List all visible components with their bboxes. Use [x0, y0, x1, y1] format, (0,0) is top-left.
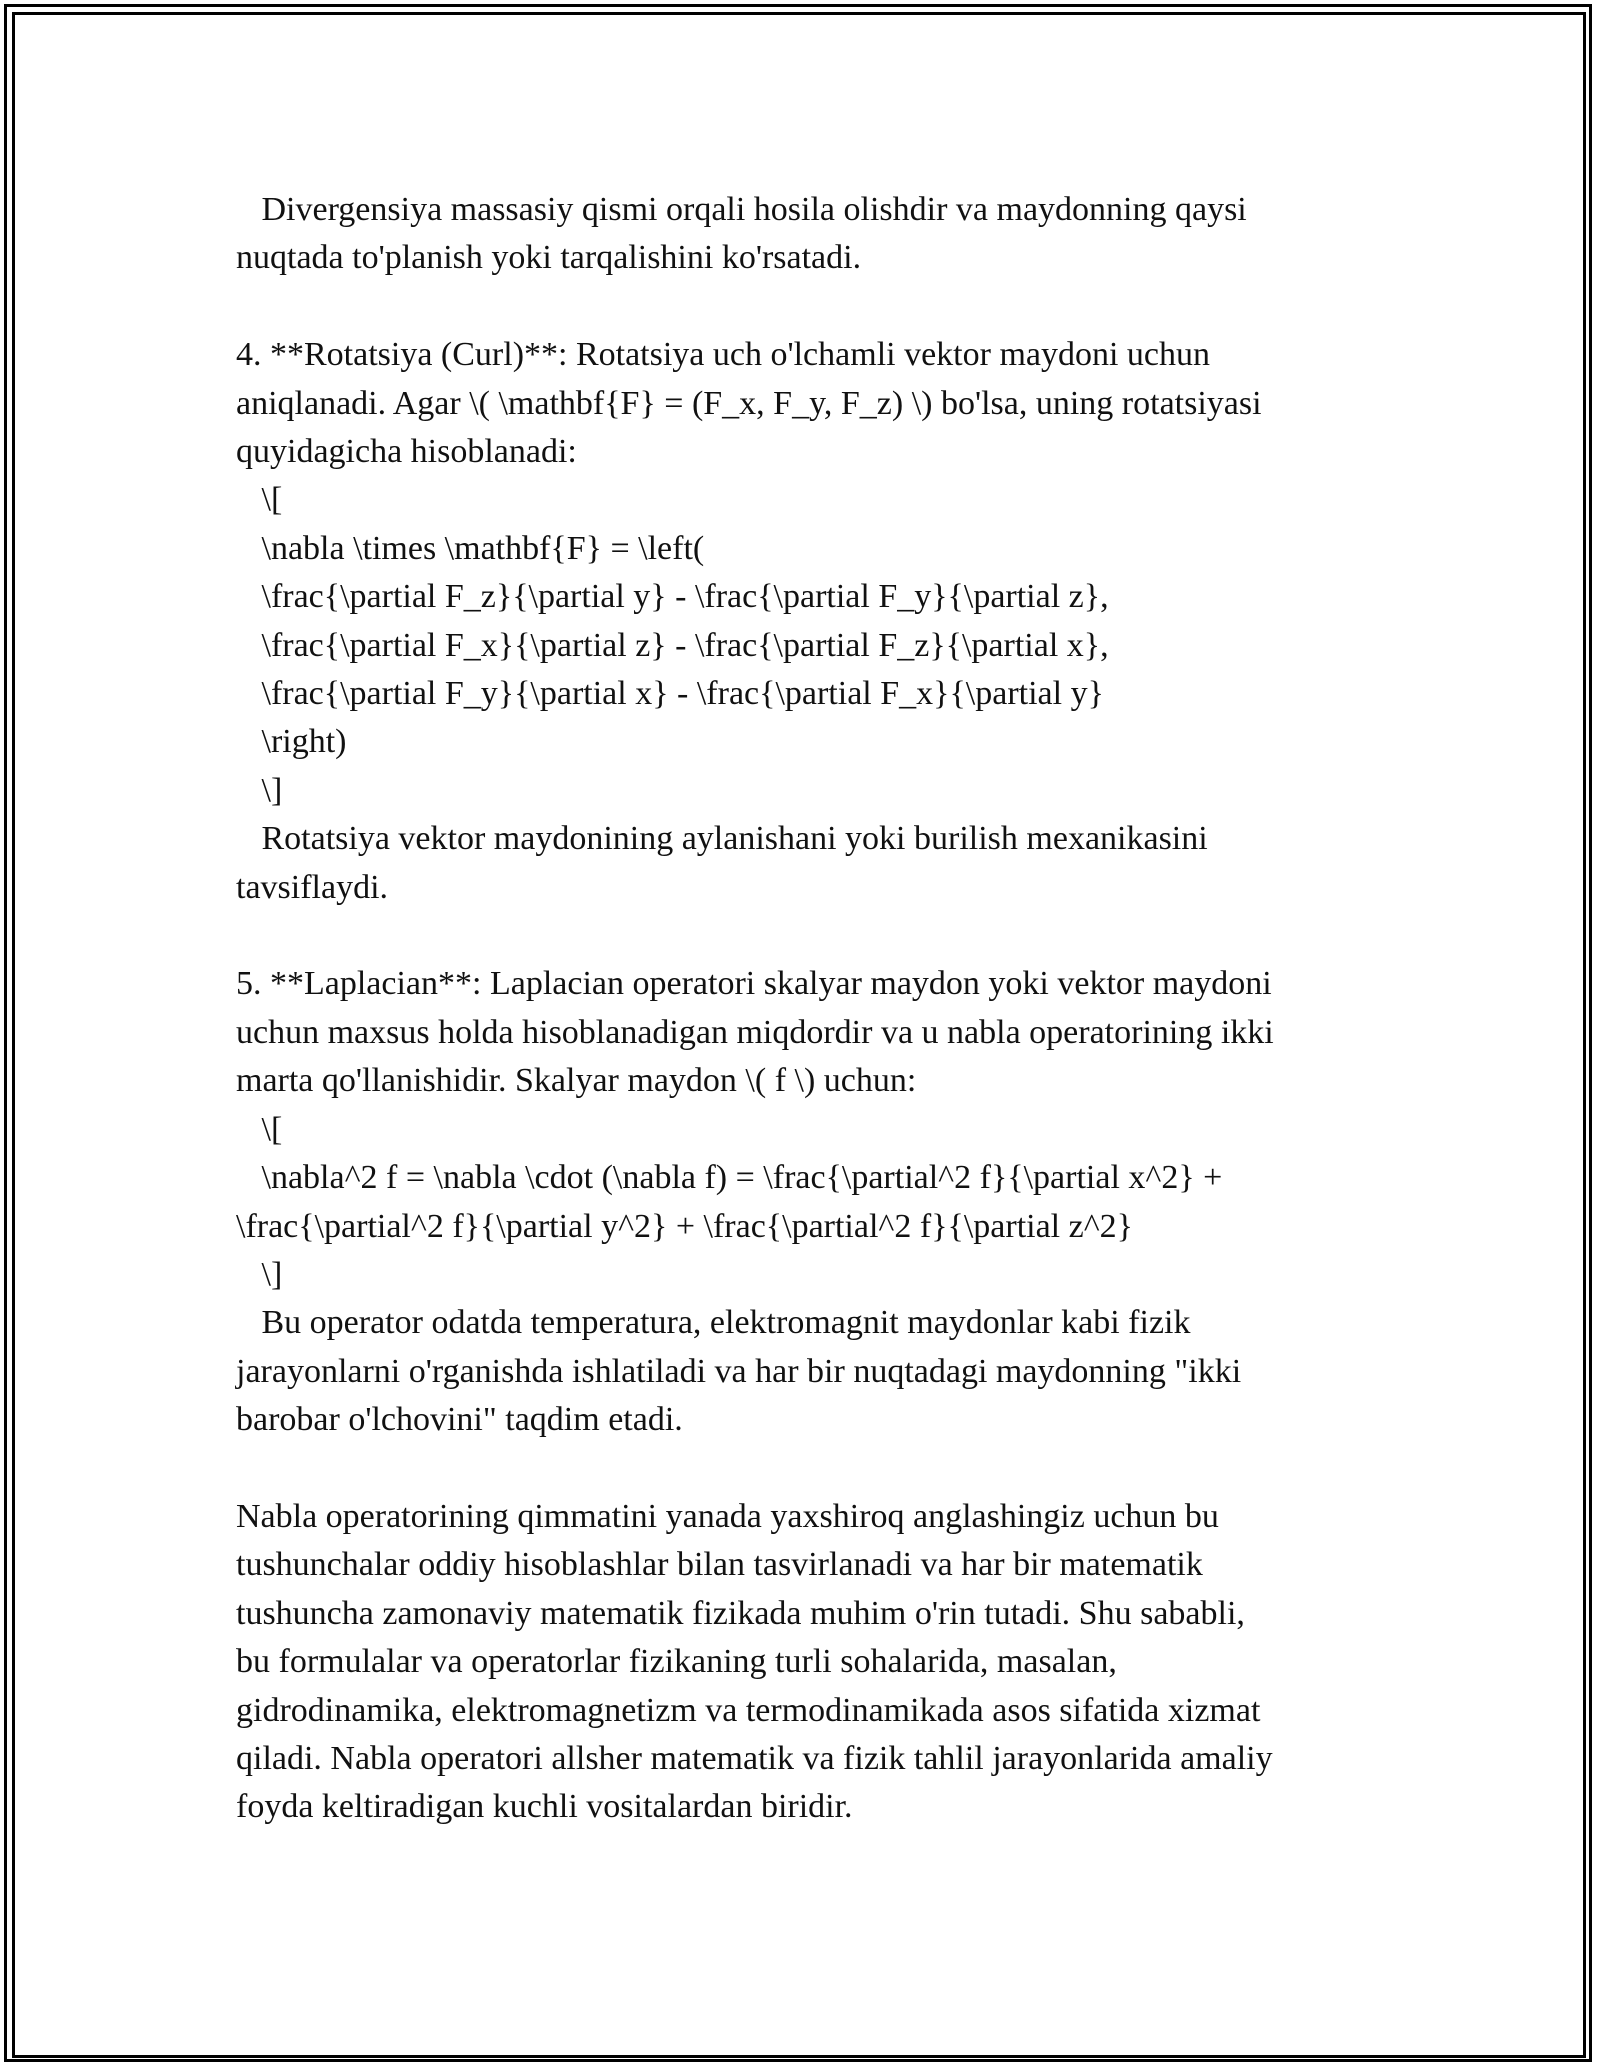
formula-line: \frac{\partial F_z}{\partial y} - \frac{\partial F_y}{\partial z}, [236, 578, 1109, 616]
text-line: jarayonlarni o'rganishda ishlatiladi va har bir nuqtadagi maydonning "ikki [236, 1352, 1242, 1390]
text-line: nuqtada to'planish yoki tarqalishini ko'rsatadi. [236, 239, 862, 277]
text-line: Rotatsiya vektor maydonining aylanishani yoki burilish mexanikasini [236, 820, 1208, 858]
formula-line: \frac{\partial F_y}{\partial x} - \frac{\partial F_x}{\partial y} [236, 675, 1104, 713]
text-line: tushuncha zamonaviy matematik fizikada muhim o'rin tutadi. Shu sababli, [236, 1594, 1245, 1632]
formula-line: \] [236, 1255, 283, 1293]
text-line: qiladi. Nabla operatori allsher matematik va fizik tahlil jarayonlarida amaliy [236, 1739, 1273, 1777]
formula-line: \] [236, 771, 283, 809]
text-line: tavsiflaydi. [236, 868, 389, 906]
formula-line: \right) [236, 723, 347, 761]
formula-line: \nabla \times \mathbf{F} = \left( [236, 529, 705, 567]
document-body [236, 186, 1386, 1832]
formula-line: \[ [236, 1110, 283, 1148]
text-line: aniqlanadi. Agar \( \mathbf{F} = (F_x, F_y, F_z) \) bo'lsa, uning rotatsiyasi [236, 384, 1262, 422]
text-line: Nabla operatorining qimmatini yanada yaxshiroq anglashingiz uchun bu [236, 1497, 1219, 1535]
text-line: Bu operator odatda temperatura, elektromagnit maydonlar kabi fizik [236, 1304, 1191, 1342]
blank-line [236, 912, 1386, 960]
formula-line: \frac{\partial F_x}{\partial z} - \frac{\partial F_z}{\partial x}, [236, 626, 1109, 664]
text-line: uchun maxsus holda hisoblanadigan miqdordir va u nabla operatorining ikki [236, 1013, 1274, 1051]
blank-line [236, 283, 1386, 331]
text-line: quyidagicha hisoblanadi: [236, 433, 577, 471]
text-line: 4. **Rotatsiya (Curl)**: Rotatsiya uch o'lchamli vektor maydoni uchun [236, 336, 1211, 374]
blank-line [236, 1445, 1386, 1493]
text-line: Divergensiya massasiy qismi orqali hosila olishdir va maydonning qaysi [236, 191, 1247, 228]
formula-line: \frac{\partial^2 f}{\partial y^2} + \frac{\partial^2 f}{\partial z^2} [236, 1207, 1133, 1245]
formula-line: \[ [236, 481, 283, 519]
text-line: 5. **Laplacian**: Laplacian operatori skalyar maydon yoki vektor maydoni [236, 965, 1272, 1003]
text-line: marta qo'llanishidir. Skalyar maydon \( f \) uchun: [236, 1062, 917, 1100]
text-line: foyda keltiradigan kuchli vositalardan biridir. [236, 1788, 853, 1826]
text-line: tushunchalar oddiy hisoblashlar bilan tasvirlanadi va har bir matematik [236, 1546, 1203, 1584]
text-line: gidrodinamika, elektromagnetizm va termodinamikada asos sifatida xizmat [236, 1691, 1261, 1729]
formula-line: \nabla^2 f = \nabla \cdot (\nabla f) = \frac{\partial^2 f}{\partial x^2} + [236, 1159, 1223, 1197]
text-line: barobar o'lchovini" taqdim etadi. [236, 1401, 683, 1439]
text-line: bu formulalar va operatorlar fizikaning turli sohalarida, masalan, [236, 1643, 1117, 1681]
